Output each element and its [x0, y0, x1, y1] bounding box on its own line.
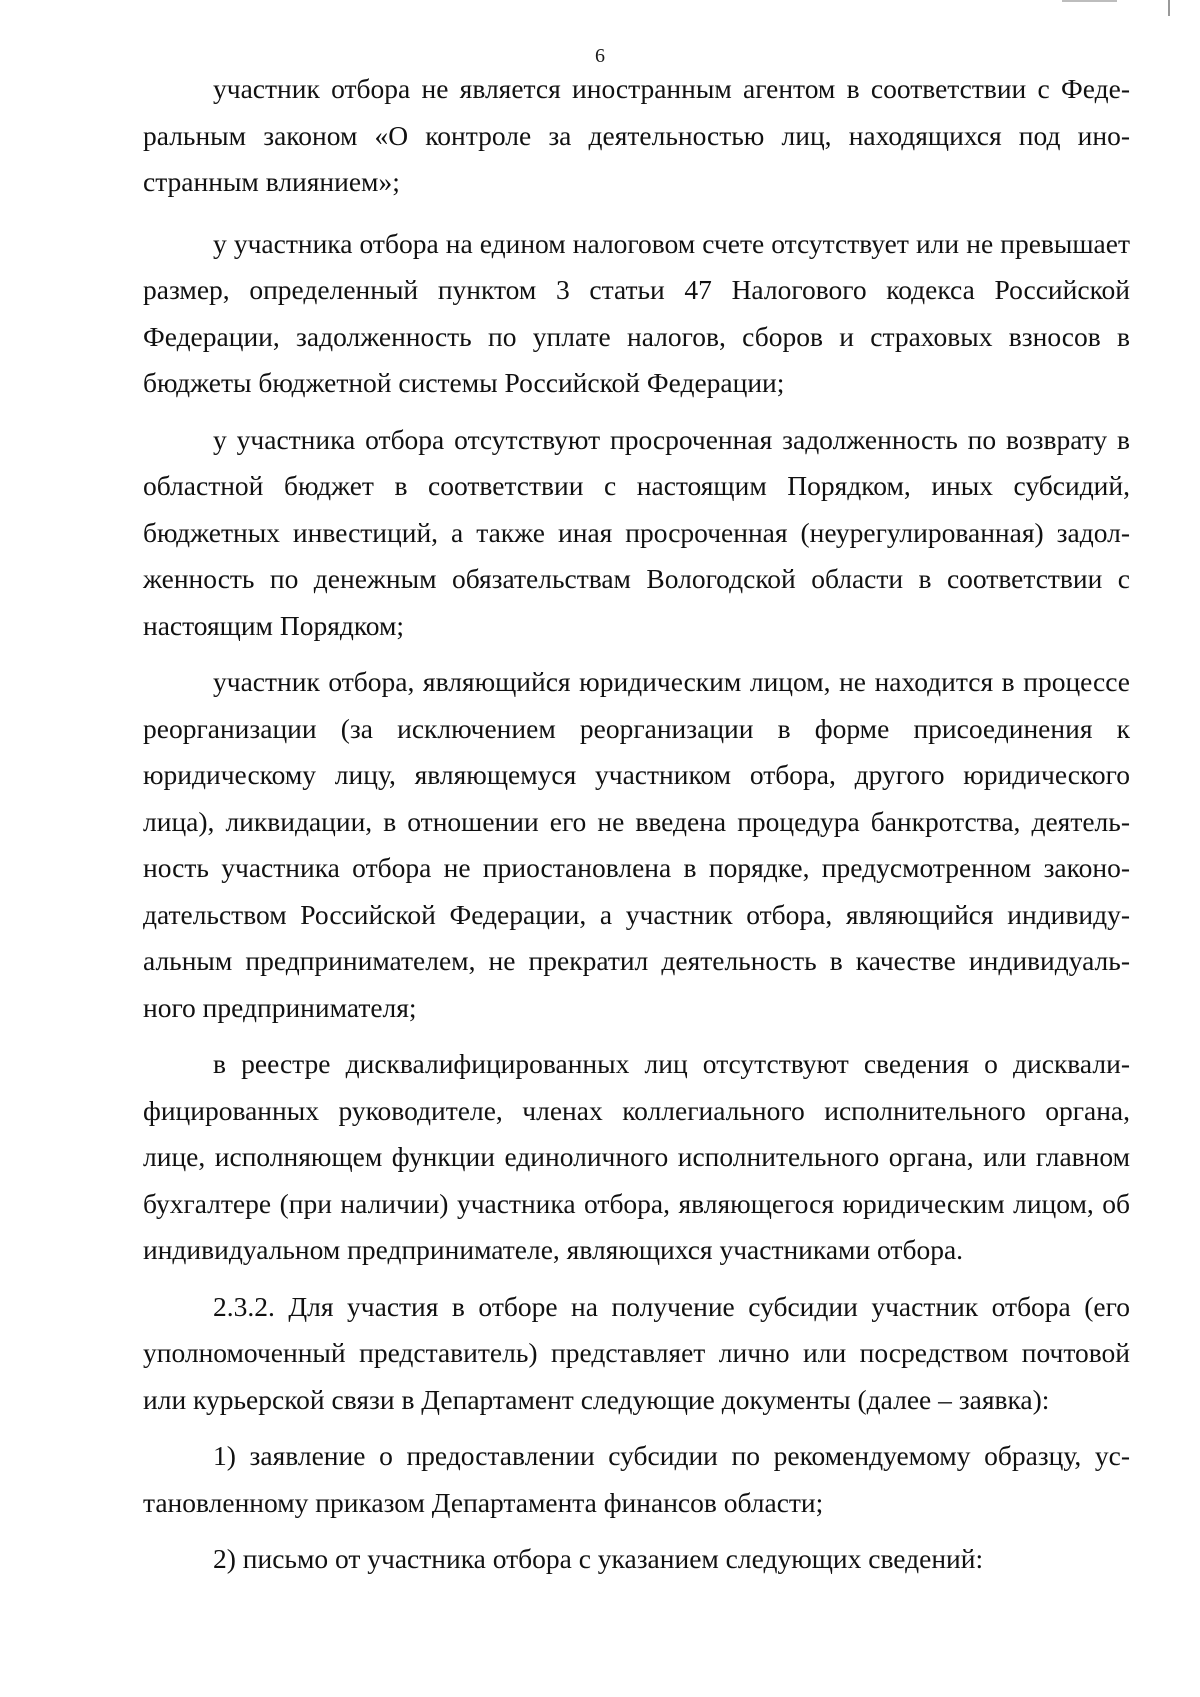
- paragraph-foreign-agent: участник отбора не является иностранным агентом в соответствии с Федеральным законом «О контроле за деятельностью лиц, находящихся под иностранным влиянием»;: [143, 73, 1130, 197]
- paragraph-overdue-debt: у участника отбора отсутствуют просроченная задолженность по возврату в областной бюджет в соответствии с настоящим Порядком, иных субсидий, бюджетных инвестиций, а также иная просроченная (неурегулированная) задолженность по денежным обязательствам Вологодской области в соответствии с настоящим Порядком;: [143, 423, 1130, 641]
- scan-edge-mark: [1062, 0, 1117, 2]
- document-body: [143, 66, 1130, 1593]
- scan-edge-mark: [1168, 0, 1170, 16]
- paragraph-disqualified-persons: в реестре дисквалифицированных лиц отсутствуют сведения о дисквалифицированных руководителе, членах коллегиального исполнительного органа, лице, исполняющем функции единоличного исполнительного органа, или главном бухгалтере (при наличии) участника отбора, являющегося юридическим лицом, об индивидуальном предпринимателе, являющихся участниками отбора.: [143, 1048, 1130, 1265]
- paragraph-item-1: 1) заявление о предоставлении субсидии по рекомендуемому образцу, установленному приказом Департамента финансов области;: [143, 1440, 1130, 1518]
- paragraph-2-3-2: 2.3.2. Для участия в отборе на получение субсидии участник отбора (его уполномоченный представитель) представляет лично или посредством почтовой или курьерской связи в Департамент следующие документы (далее – заявка):: [143, 1290, 1130, 1415]
- paragraph-reorganization: участник отбора, являющийся юридическим лицом, не находится в процессе реорганизации (за исключением реорганизации в форме присоединения к юридическому лицу, являющемуся участником отбора, другого юридического лица), ликвидации, в отношении его не введена процедура банкротства, деятельность участника отбора не приостановлена в порядке, предусмотренном законодательством Российской Федерации, а участник отбора, являющийся индивидуальным предпринимателем, не прекратил деятельность в качестве индивидуального предпринимателя;: [143, 666, 1130, 1023]
- paragraph-item-2: 2) письмо от участника отбора с указанием следующих сведений:: [213, 1543, 984, 1574]
- paragraph-tax-debt: у участника отбора на едином налоговом счете отсутствует или не превышает размер, определенный пунктом 3 статьи 47 Налогового кодекса Российской Федерации, задолженность по уплате налогов, сборов и страховых взносов в бюджеты бюджетной системы Российской Федерации;: [143, 227, 1130, 398]
- page-number: 6: [595, 45, 605, 67]
